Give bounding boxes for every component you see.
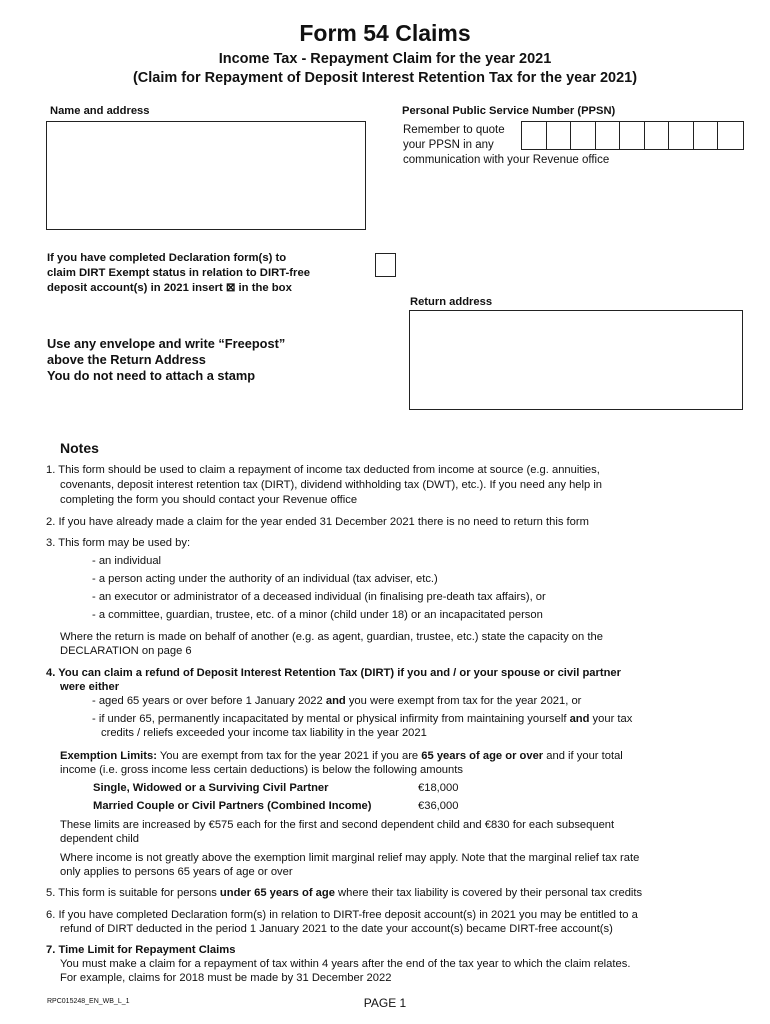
form-subtitle	[0, 50, 770, 88]
note-4-item-1	[92, 694, 581, 708]
ppsn-input[interactable]	[521, 121, 744, 150]
ppsn-cell[interactable]	[620, 122, 645, 149]
note-3-item: - an executor or administrator of a deceased individual (in finalising pre-death tax affairs), or	[92, 591, 546, 603]
note-5-bold: under 65 years of age	[219, 887, 335, 899]
note-4-item-2	[92, 712, 632, 726]
exemption-text-end: and if your total	[543, 750, 623, 762]
note-6-line-1: 6. If you have completed Declaration form(s) in relation to DIRT-free deposit account(s) in 2021 you may be entitled to a	[46, 909, 638, 921]
note-3-item: - a committee, guardian, trustee, etc. of a minor (child under 18) or an incapacitated person	[92, 609, 543, 621]
dirt-declaration-text	[47, 251, 367, 296]
ppsn-note-line-3: communication with your Revenue office	[403, 154, 610, 166]
notes-heading: Notes	[60, 440, 99, 456]
dirt-line-1: If you have completed Declaration form(s) to	[47, 252, 287, 264]
note-1-line-2: covenants, deposit interest retention tax (DIRT), dividend withholding tax (DWT), etc.). If you need any help in	[60, 479, 603, 491]
note-4-item-1-text-end: you were exempt from tax for the year 2021, or	[345, 695, 582, 707]
marginal-relief-line-1: Where income is not greatly above the exemption limit marginal relief may apply. Note that the marginal relief tax rate	[60, 852, 640, 864]
note-6-line-2: refund of DIRT deducted in the period 1 January 2021 to the date your account(s) became DIRT-free account(s)	[60, 923, 613, 935]
note-5-text: 5. This form is suitable for persons	[46, 887, 220, 899]
note-1-line-3: completing the form you should contact your Revenue office	[60, 494, 358, 506]
ppsn-cell[interactable]	[547, 122, 572, 149]
envelope-line-2: above the Return Address	[47, 352, 206, 367]
note-1-line-1: 1. This form should be used to claim a repayment of income tax deducted from income at source (e.g. annuities,	[46, 464, 600, 476]
envelope-instructions	[47, 336, 285, 384]
return-address-label: Return address	[410, 296, 493, 308]
name-address-label: Name and address	[50, 105, 150, 117]
ppsn-cell[interactable]	[571, 122, 596, 149]
envelope-line-3: You do not need to attach a stamp	[47, 368, 256, 383]
note-7-line-2: For example, claims for 2018 must be made by 31 December 2022	[60, 972, 392, 984]
ppsn-note	[403, 123, 523, 153]
exemption-age: 65 years of age or over	[421, 750, 544, 762]
name-address-field[interactable]	[46, 121, 366, 230]
note-4-item-1-bold: and	[325, 695, 346, 707]
ppsn-cell[interactable]	[669, 122, 694, 149]
note-7-heading: 7. Time Limit for Repayment Claims	[46, 944, 236, 956]
ppsn-cell[interactable]	[694, 122, 719, 149]
note-5-text-end: where their tax liability is covered by their personal tax credits	[334, 887, 643, 899]
note-4-item-2-text-end: your tax	[589, 713, 633, 725]
ppsn-note-line-2: your PPSN in any	[403, 139, 494, 151]
marginal-relief-line-2: only applies to persons 65 years of age or over	[60, 866, 293, 878]
note-4-line-2: were either	[60, 681, 120, 693]
subtitle-line-2: (Claim for Repayment of Deposit Interest Retention Tax for the year 2021)	[132, 70, 638, 86]
note-4-item-2-text: - if under 65, permanently incapacitated by mental or physical infirmity from maintaining yourself	[92, 713, 570, 725]
exemption-limits-line-1	[46, 749, 623, 763]
page-number: PAGE 1	[363, 996, 407, 1010]
note-4-item-2-bold: and	[569, 713, 590, 725]
form-title: Form 54 Claims	[299, 20, 471, 46]
note-4-item-1-text: - aged 65 years or over before 1 January 2022	[92, 695, 326, 707]
exemption-text: You are exempt from tax for the year 2021 if you are	[156, 750, 422, 762]
dirt-line-2: claim DIRT Exempt status in relation to DIRT-free	[47, 267, 311, 279]
note-2: 2. If you have already made a claim for the year ended 31 December 2021 there is no need to return this form	[46, 516, 589, 528]
limit-single-label: Single, Widowed or a Surviving Civil Partner	[93, 782, 329, 794]
note-5	[46, 886, 642, 900]
ppsn-cell[interactable]	[596, 122, 621, 149]
note-3-para-line-2: DECLARATION on page 6	[60, 645, 192, 657]
form-code: RPC015248_EN_WB_L_1	[47, 998, 130, 1005]
limit-married-label: Married Couple or Civil Partners (Combined Income)	[93, 800, 372, 812]
note-7-line-1: You must make a claim for a repayment of tax within 4 years after the end of the tax year to which the claim relates.	[60, 958, 631, 970]
ppsn-cell[interactable]	[718, 122, 743, 149]
return-address-box	[409, 310, 743, 410]
note-3-para-line-1: Where the return is made on behalf of another (e.g. as agent, guardian, trustee, etc.) state the capacity on the	[60, 631, 603, 643]
limit-single-value: €18,000	[418, 782, 459, 794]
note-4-line-1: 4. You can claim a refund of Deposit Interest Retention Tax (DIRT) if you and / or your spouse or civil partner	[46, 667, 622, 679]
note-3: 3. This form may be used by:	[46, 537, 191, 549]
note-4-item-2-line-2: credits / reliefs exceeded your income tax liability in the year 2021	[101, 727, 427, 739]
ppsn-note-line-1: Remember to quote	[403, 124, 505, 136]
exemption-limits-heading: Exemption Limits:	[60, 750, 157, 762]
limits-increase-line-2: dependent child	[60, 833, 140, 845]
subtitle-line-1: Income Tax - Repayment Claim for the year 2021	[218, 51, 552, 67]
limit-married-value: €36,000	[418, 800, 459, 812]
envelope-line-1: Use any envelope and write “Freepost”	[47, 336, 286, 351]
limits-increase-line-1: These limits are increased by €575 each for the first and second dependent child and €830 for each subsequent	[60, 819, 615, 831]
ppsn-cell[interactable]	[645, 122, 670, 149]
note-3-item: - an individual	[92, 555, 162, 567]
note-3-item: - a person acting under the authority of an individual (tax adviser, etc.)	[92, 573, 438, 585]
exemption-limits-line-2: income (i.e. gross income less certain deductions) is below the following amounts	[60, 764, 463, 776]
dirt-line-3: deposit account(s) in 2021 insert ⊠ in the box	[47, 282, 292, 294]
ppsn-label: Personal Public Service Number (PPSN)	[402, 105, 616, 117]
ppsn-cell[interactable]	[522, 122, 547, 149]
dirt-exempt-checkbox[interactable]	[375, 253, 396, 277]
